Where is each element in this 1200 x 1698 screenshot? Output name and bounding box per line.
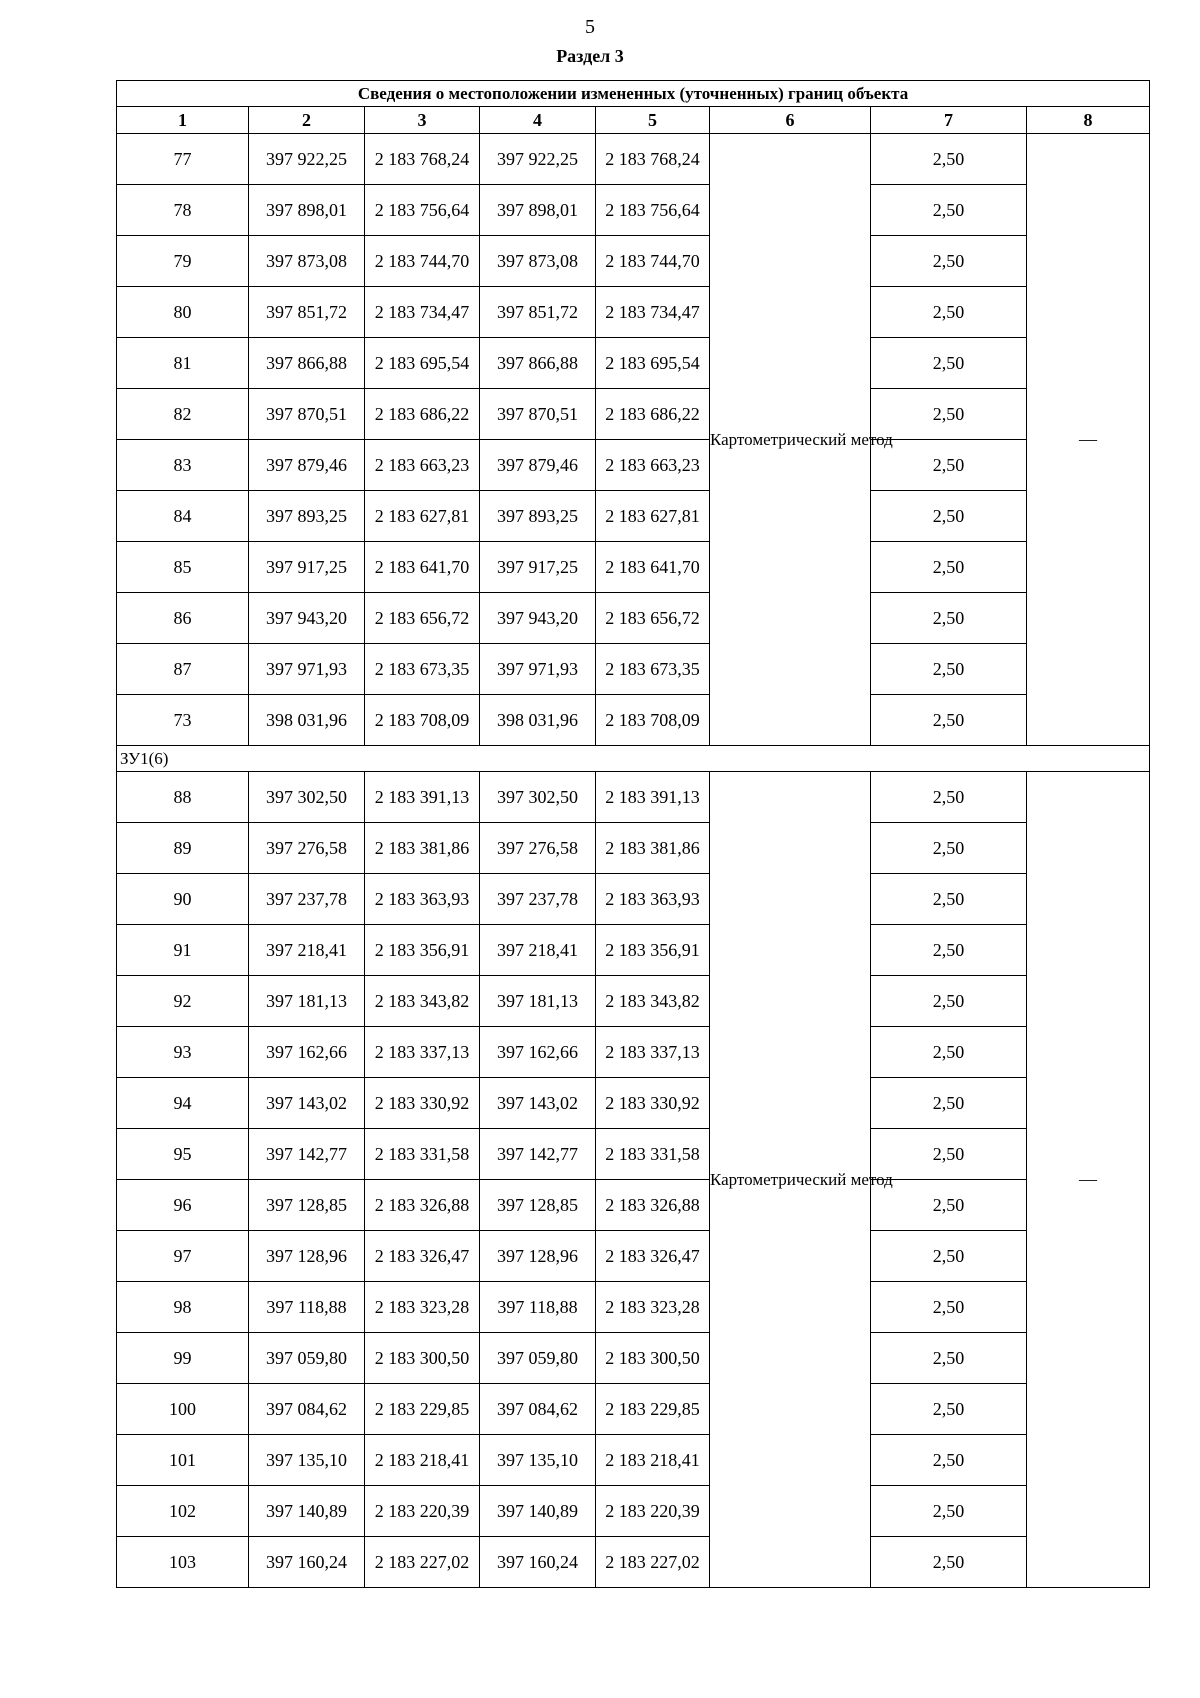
y-new-cell: 2 183 343,82 <box>596 976 710 1027</box>
y-existing-cell: 2 183 331,58 <box>365 1129 480 1180</box>
note-cell: — <box>1027 772 1150 1588</box>
page-number: 5 <box>585 16 595 38</box>
point-number-cell: 87 <box>117 644 249 695</box>
table-row <box>117 389 1150 440</box>
accuracy-cell: 2,50 <box>871 287 1027 338</box>
accuracy-cell: 2,50 <box>871 925 1027 976</box>
x-existing-cell: 397 237,78 <box>249 874 365 925</box>
table-row <box>117 1231 1150 1282</box>
accuracy-cell: 2,50 <box>871 874 1027 925</box>
y-new-cell: 2 183 656,72 <box>596 593 710 644</box>
x-existing-cell: 397 917,25 <box>249 542 365 593</box>
accuracy-cell: 2,50 <box>871 644 1027 695</box>
x-new-cell: 397 879,46 <box>480 440 596 491</box>
y-new-cell: 2 183 744,70 <box>596 236 710 287</box>
column-header-8: 8 <box>1027 107 1150 134</box>
x-new-cell: 397 142,77 <box>480 1129 596 1180</box>
x-existing-cell: 397 276,58 <box>249 823 365 874</box>
y-new-cell: 2 183 673,35 <box>596 644 710 695</box>
column-header-6: 6 <box>710 107 871 134</box>
table-row <box>117 593 1150 644</box>
point-number-cell: 89 <box>117 823 249 874</box>
y-new-cell: 2 183 686,22 <box>596 389 710 440</box>
column-header-4: 4 <box>480 107 596 134</box>
table-row <box>117 1384 1150 1435</box>
table-row <box>117 1537 1150 1588</box>
point-number-cell: 73 <box>117 695 249 746</box>
y-new-cell: 2 183 323,28 <box>596 1282 710 1333</box>
y-existing-cell: 2 183 734,47 <box>365 287 480 338</box>
point-number-cell: 100 <box>117 1384 249 1435</box>
y-existing-cell: 2 183 343,82 <box>365 976 480 1027</box>
point-number-cell: 98 <box>117 1282 249 1333</box>
x-existing-cell: 397 943,20 <box>249 593 365 644</box>
y-existing-cell: 2 183 391,13 <box>365 772 480 823</box>
y-new-cell: 2 183 363,93 <box>596 874 710 925</box>
y-existing-cell: 2 183 300,50 <box>365 1333 480 1384</box>
accuracy-cell: 2,50 <box>871 1231 1027 1282</box>
accuracy-cell: 2,50 <box>871 389 1027 440</box>
y-new-cell: 2 183 381,86 <box>596 823 710 874</box>
x-existing-cell: 397 870,51 <box>249 389 365 440</box>
x-existing-cell: 397 879,46 <box>249 440 365 491</box>
point-number-cell: 83 <box>117 440 249 491</box>
x-existing-cell: 397 302,50 <box>249 772 365 823</box>
y-new-cell: 2 183 695,54 <box>596 338 710 389</box>
table-row <box>117 1129 1150 1180</box>
point-number-cell: 93 <box>117 1027 249 1078</box>
x-existing-cell: 397 118,88 <box>249 1282 365 1333</box>
x-new-cell: 397 276,58 <box>480 823 596 874</box>
column-header-5: 5 <box>596 107 710 134</box>
accuracy-cell: 2,50 <box>871 1537 1027 1588</box>
accuracy-cell: 2,50 <box>871 593 1027 644</box>
table-row <box>117 1486 1150 1537</box>
y-new-cell: 2 183 220,39 <box>596 1486 710 1537</box>
point-number-cell: 77 <box>117 134 249 185</box>
x-new-cell: 397 181,13 <box>480 976 596 1027</box>
accuracy-cell: 2,50 <box>871 1027 1027 1078</box>
accuracy-cell: 2,50 <box>871 440 1027 491</box>
x-new-cell: 397 128,85 <box>480 1180 596 1231</box>
method-cell: Картометрический метод <box>710 134 871 746</box>
x-existing-cell: 397 898,01 <box>249 185 365 236</box>
point-number-cell: 82 <box>117 389 249 440</box>
table-row <box>117 1180 1150 1231</box>
point-number-cell: 92 <box>117 976 249 1027</box>
x-new-cell: 397 162,66 <box>480 1027 596 1078</box>
y-existing-cell: 2 183 337,13 <box>365 1027 480 1078</box>
table-row <box>117 236 1150 287</box>
x-existing-cell: 397 140,89 <box>249 1486 365 1537</box>
point-number-cell: 102 <box>117 1486 249 1537</box>
accuracy-cell: 2,50 <box>871 1129 1027 1180</box>
point-number-cell: 94 <box>117 1078 249 1129</box>
x-existing-cell: 397 922,25 <box>249 134 365 185</box>
point-number-cell: 79 <box>117 236 249 287</box>
y-new-cell: 2 183 356,91 <box>596 925 710 976</box>
x-existing-cell: 397 181,13 <box>249 976 365 1027</box>
y-new-cell: 2 183 326,88 <box>596 1180 710 1231</box>
x-new-cell: 397 851,72 <box>480 287 596 338</box>
table-title: Сведения о местоположении измененных (уточненных) границ объекта <box>117 81 1150 107</box>
table-row <box>117 491 1150 542</box>
accuracy-cell: 2,50 <box>871 1333 1027 1384</box>
x-existing-cell: 397 873,08 <box>249 236 365 287</box>
y-existing-cell: 2 183 756,64 <box>365 185 480 236</box>
x-new-cell: 397 218,41 <box>480 925 596 976</box>
accuracy-cell: 2,50 <box>871 1078 1027 1129</box>
table-row <box>117 440 1150 491</box>
x-existing-cell: 397 135,10 <box>249 1435 365 1486</box>
x-existing-cell: 397 218,41 <box>249 925 365 976</box>
y-existing-cell: 2 183 229,85 <box>365 1384 480 1435</box>
y-new-cell: 2 183 337,13 <box>596 1027 710 1078</box>
x-existing-cell: 397 059,80 <box>249 1333 365 1384</box>
y-existing-cell: 2 183 323,28 <box>365 1282 480 1333</box>
x-new-cell: 397 870,51 <box>480 389 596 440</box>
x-new-cell: 397 128,96 <box>480 1231 596 1282</box>
point-number-cell: 103 <box>117 1537 249 1588</box>
y-new-cell: 2 183 641,70 <box>596 542 710 593</box>
point-number-cell: 80 <box>117 287 249 338</box>
table-row <box>117 338 1150 389</box>
table-row <box>117 772 1150 823</box>
column-header-3: 3 <box>365 107 480 134</box>
y-existing-cell: 2 183 363,93 <box>365 874 480 925</box>
y-existing-cell: 2 183 356,91 <box>365 925 480 976</box>
boundary-table <box>116 80 1150 1588</box>
table-row <box>117 1435 1150 1486</box>
accuracy-cell: 2,50 <box>871 695 1027 746</box>
x-new-cell: 397 943,20 <box>480 593 596 644</box>
table-row <box>117 1078 1150 1129</box>
y-new-cell: 2 183 708,09 <box>596 695 710 746</box>
accuracy-cell: 2,50 <box>871 542 1027 593</box>
column-header-1: 1 <box>117 107 249 134</box>
table-row <box>117 874 1150 925</box>
y-existing-cell: 2 183 326,88 <box>365 1180 480 1231</box>
accuracy-cell: 2,50 <box>871 772 1027 823</box>
group-label: ЗУ1(6) <box>117 746 1150 772</box>
x-existing-cell: 397 084,62 <box>249 1384 365 1435</box>
y-existing-cell: 2 183 381,86 <box>365 823 480 874</box>
y-new-cell: 2 183 218,41 <box>596 1435 710 1486</box>
table-row <box>117 976 1150 1027</box>
x-existing-cell: 397 160,24 <box>249 1537 365 1588</box>
y-new-cell: 2 183 331,58 <box>596 1129 710 1180</box>
x-new-cell: 397 917,25 <box>480 542 596 593</box>
point-number-cell: 99 <box>117 1333 249 1384</box>
y-existing-cell: 2 183 656,72 <box>365 593 480 644</box>
x-new-cell: 397 118,88 <box>480 1282 596 1333</box>
x-existing-cell: 398 031,96 <box>249 695 365 746</box>
table-row <box>117 542 1150 593</box>
accuracy-cell: 2,50 <box>871 1180 1027 1231</box>
table-row <box>117 287 1150 338</box>
y-new-cell: 2 183 227,02 <box>596 1537 710 1588</box>
y-new-cell: 2 183 734,47 <box>596 287 710 338</box>
x-existing-cell: 397 128,85 <box>249 1180 365 1231</box>
accuracy-cell: 2,50 <box>871 1384 1027 1435</box>
accuracy-cell: 2,50 <box>871 185 1027 236</box>
x-existing-cell: 397 971,93 <box>249 644 365 695</box>
point-number-cell: 85 <box>117 542 249 593</box>
y-existing-cell: 2 183 627,81 <box>365 491 480 542</box>
x-existing-cell: 397 142,77 <box>249 1129 365 1180</box>
method-cell: Картометрический метод <box>710 772 871 1588</box>
accuracy-cell: 2,50 <box>871 491 1027 542</box>
x-new-cell: 397 143,02 <box>480 1078 596 1129</box>
y-new-cell: 2 183 627,81 <box>596 491 710 542</box>
y-new-cell: 2 183 391,13 <box>596 772 710 823</box>
accuracy-cell: 2,50 <box>871 236 1027 287</box>
x-existing-cell: 397 893,25 <box>249 491 365 542</box>
section-title: Раздел 3 <box>556 46 624 66</box>
y-existing-cell: 2 183 686,22 <box>365 389 480 440</box>
y-existing-cell: 2 183 695,54 <box>365 338 480 389</box>
y-existing-cell: 2 183 330,92 <box>365 1078 480 1129</box>
point-number-cell: 84 <box>117 491 249 542</box>
accuracy-cell: 2,50 <box>871 1435 1027 1486</box>
y-new-cell: 2 183 300,50 <box>596 1333 710 1384</box>
x-new-cell: 397 140,89 <box>480 1486 596 1537</box>
table-row <box>117 1282 1150 1333</box>
point-number-cell: 91 <box>117 925 249 976</box>
x-new-cell: 397 135,10 <box>480 1435 596 1486</box>
y-existing-cell: 2 183 227,02 <box>365 1537 480 1588</box>
table-row <box>117 925 1150 976</box>
y-new-cell: 2 183 326,47 <box>596 1231 710 1282</box>
x-new-cell: 398 031,96 <box>480 695 596 746</box>
y-existing-cell: 2 183 744,70 <box>365 236 480 287</box>
note-cell: — <box>1027 134 1150 746</box>
accuracy-cell: 2,50 <box>871 976 1027 1027</box>
point-number-cell: 88 <box>117 772 249 823</box>
table-row <box>117 1333 1150 1384</box>
y-new-cell: 2 183 663,23 <box>596 440 710 491</box>
table-row <box>117 823 1150 874</box>
y-new-cell: 2 183 330,92 <box>596 1078 710 1129</box>
x-new-cell: 397 893,25 <box>480 491 596 542</box>
point-number-cell: 78 <box>117 185 249 236</box>
x-new-cell: 397 084,62 <box>480 1384 596 1435</box>
x-new-cell: 397 971,93 <box>480 644 596 695</box>
table-row <box>117 1027 1150 1078</box>
accuracy-cell: 2,50 <box>871 134 1027 185</box>
y-existing-cell: 2 183 326,47 <box>365 1231 480 1282</box>
y-existing-cell: 2 183 663,23 <box>365 440 480 491</box>
x-existing-cell: 397 143,02 <box>249 1078 365 1129</box>
x-existing-cell: 397 851,72 <box>249 287 365 338</box>
table-row <box>117 695 1150 746</box>
accuracy-cell: 2,50 <box>871 338 1027 389</box>
point-number-cell: 96 <box>117 1180 249 1231</box>
x-new-cell: 397 059,80 <box>480 1333 596 1384</box>
x-existing-cell: 397 162,66 <box>249 1027 365 1078</box>
accuracy-cell: 2,50 <box>871 1486 1027 1537</box>
y-new-cell: 2 183 768,24 <box>596 134 710 185</box>
point-number-cell: 101 <box>117 1435 249 1486</box>
y-existing-cell: 2 183 220,39 <box>365 1486 480 1537</box>
table-row <box>117 134 1150 185</box>
y-new-cell: 2 183 756,64 <box>596 185 710 236</box>
table-row <box>117 185 1150 236</box>
y-new-cell: 2 183 229,85 <box>596 1384 710 1435</box>
point-number-cell: 90 <box>117 874 249 925</box>
y-existing-cell: 2 183 708,09 <box>365 695 480 746</box>
y-existing-cell: 2 183 768,24 <box>365 134 480 185</box>
y-existing-cell: 2 183 641,70 <box>365 542 480 593</box>
x-new-cell: 397 237,78 <box>480 874 596 925</box>
column-header-7: 7 <box>871 107 1027 134</box>
point-number-cell: 95 <box>117 1129 249 1180</box>
x-new-cell: 397 873,08 <box>480 236 596 287</box>
x-new-cell: 397 302,50 <box>480 772 596 823</box>
column-header-2: 2 <box>249 107 365 134</box>
x-new-cell: 397 922,25 <box>480 134 596 185</box>
accuracy-cell: 2,50 <box>871 823 1027 874</box>
x-new-cell: 397 160,24 <box>480 1537 596 1588</box>
y-existing-cell: 2 183 673,35 <box>365 644 480 695</box>
table-row <box>117 644 1150 695</box>
accuracy-cell: 2,50 <box>871 1282 1027 1333</box>
point-number-cell: 86 <box>117 593 249 644</box>
point-number-cell: 81 <box>117 338 249 389</box>
x-existing-cell: 397 128,96 <box>249 1231 365 1282</box>
y-existing-cell: 2 183 218,41 <box>365 1435 480 1486</box>
x-existing-cell: 397 866,88 <box>249 338 365 389</box>
x-new-cell: 397 866,88 <box>480 338 596 389</box>
point-number-cell: 97 <box>117 1231 249 1282</box>
x-new-cell: 397 898,01 <box>480 185 596 236</box>
